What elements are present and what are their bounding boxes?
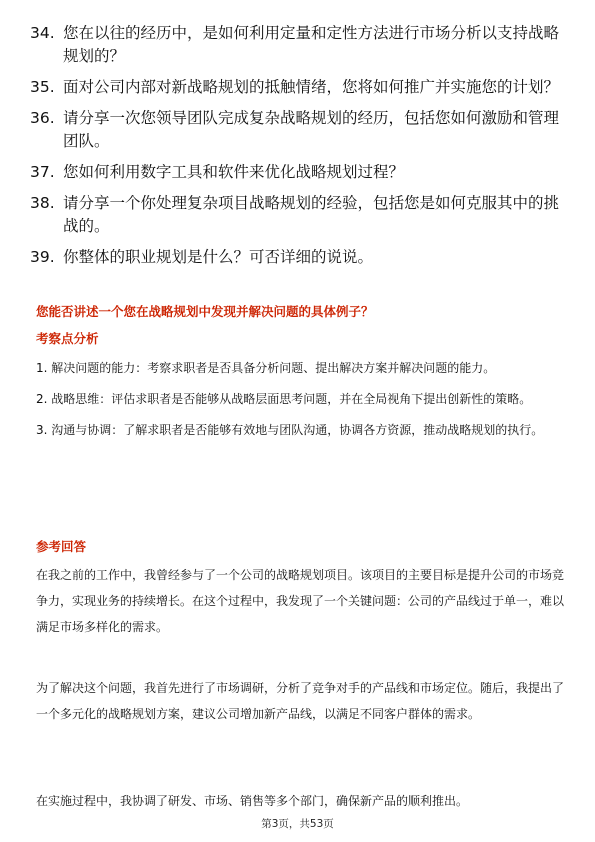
question-text: 你整体的职业规划是什么？可否详细的说说。 bbox=[63, 248, 374, 266]
analysis-item: 3. 沟通与协调：了解求职者是否能够有效地与团队沟通，协调各方资源，推动战略规划的执行。 bbox=[36, 423, 544, 437]
analysis-list bbox=[36, 355, 566, 448]
question-number: 37. bbox=[30, 163, 55, 181]
question-list bbox=[30, 22, 570, 277]
section-title: 您能否讲述一个您在战略规划中发现并解决问题的具体例子？ bbox=[36, 304, 374, 319]
question-item bbox=[30, 246, 570, 269]
question-number: 39. bbox=[30, 248, 55, 266]
answer-paragraph-text: 在实施过程中，我协调了研发、市场、销售等多个部门，确保新产品的顺利推出。 bbox=[36, 794, 469, 808]
question-item bbox=[30, 76, 570, 99]
question-number: 35. bbox=[30, 78, 55, 96]
analysis-item: 2. 战略思维：评估求职者是否能够从战略层面思考问题，并在全局视角下提出创新性的策略。 bbox=[36, 392, 532, 406]
question-text: 您在以往的经历中，是如何利用定量和定性方法进行市场分析以支持战略规划的？ bbox=[63, 24, 560, 65]
page-footer: 第3页，共53页 bbox=[261, 818, 334, 830]
answer-paragraph bbox=[36, 675, 566, 727]
question-item bbox=[30, 107, 570, 153]
answer-paragraph bbox=[36, 788, 566, 814]
question-text: 面对公司内部对新战略规划的抵触情绪，您将如何推广并实施您的计划？ bbox=[63, 78, 560, 96]
question-number: 34. bbox=[30, 24, 55, 42]
answer-heading: 参考回答 bbox=[36, 539, 87, 554]
question-item bbox=[30, 22, 570, 68]
answer-paragraph-text: 在我之前的工作中，我曾经参与了一个公司的战略规划项目。该项目的主要目标是提升公司的市场竞争力，实现业务的持续增长。在这个过程中，我发现了一个关键问题：公司的产品线过于单一，难以满足市场多样化的需求。 bbox=[36, 568, 565, 634]
question-item bbox=[30, 161, 570, 184]
question-number: 36. bbox=[30, 109, 55, 127]
question-text: 请分享一个你处理复杂项目战略规划的经验，包括您是如何克服其中的挑战的。 bbox=[63, 194, 560, 235]
analysis-item: 1. 解决问题的能力：考察求职者是否具备分析问题、提出解决方案并解决问题的能力。 bbox=[36, 361, 496, 375]
question-number: 38. bbox=[30, 194, 55, 212]
analysis-heading: 考察点分析 bbox=[36, 331, 99, 346]
answer-paragraph bbox=[36, 562, 566, 640]
answer-paragraph-text: 为了解决这个问题，我首先进行了市场调研，分析了竞争对手的产品线和市场定位。随后，我提出了一个多元化的战略规划方案，建议公司增加新产品线，以满足不同客户群体的需求。 bbox=[36, 681, 565, 721]
question-text: 请分享一次您领导团队完成复杂战略规划的经历，包括您如何激励和管理团队。 bbox=[63, 109, 560, 150]
question-text: 您如何利用数字工具和软件来优化战略规划过程？ bbox=[63, 163, 405, 181]
question-item bbox=[30, 192, 570, 238]
